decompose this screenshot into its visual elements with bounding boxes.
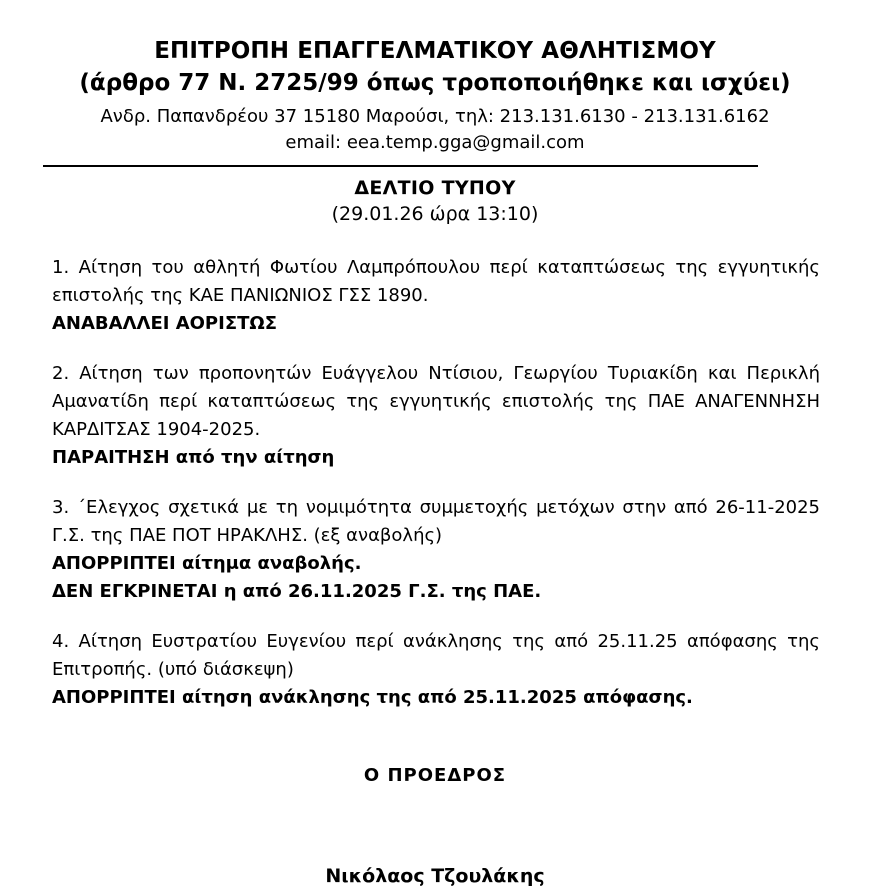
agenda-item-decision: ΑΝΑΒΑΛΛΕΙ ΑΟΡΙΣΤΩΣ — [52, 313, 277, 334]
agenda-item-description: 1. Αίτηση του αθλητή Φωτίου Λαμπρόπουλου περί καταπτώσεως της εγγυητικής επιστολής της ΚΑΕ ΠΑΝΙΩΝΙΟΣ ΓΣΣ 1890. — [52, 257, 820, 306]
agenda-item-decision-secondary: ΔΕΝ ΕΓΚΡΙΝΕΤΑΙ η από 26.11.2025 Γ.Σ. της ΠΑΕ. — [52, 581, 542, 602]
organization-title: ΕΠΙΤΡΟΠΗ ΕΠΑΓΓΕΛΜΑΤΙΚΟΥ ΑΘΛΗΤΙΣΜΟΥ — [154, 38, 716, 64]
signature-space — [0, 790, 870, 862]
organization-legal-reference: (άρθρο 77 Ν. 2725/99 όπως τροποποιήθηκε και ισχύει) — [79, 70, 791, 96]
agenda-item-description: 4. Αίτηση Ευστρατίου Ευγενίου περί ανάκλησης της από 25.11.25 απόφασης της Επιτροπής. (υπό διάσκεψη) — [52, 631, 820, 680]
signatory-role: Ο ΠΡΟΕΔΡΟΣ — [363, 765, 507, 786]
agenda-item — [52, 494, 820, 606]
letterhead — [0, 0, 870, 156]
organization-email: email: eea.temp.gga@gmail.com — [285, 132, 585, 153]
agenda-items-list — [52, 228, 820, 712]
signature-block — [0, 734, 870, 890]
document-title: ΔΕΛΤΙΟ ΤΥΠΟΥ — [354, 177, 516, 199]
document-title-block — [0, 167, 870, 228]
organization-address-and-phone: Ανδρ. Παπανδρέου 37 15180 Μαρούσι, τηλ: 213.131.6130 - 213.131.6162 — [100, 106, 770, 127]
document-datetime: (29.01.26 ώρα 13:10) — [331, 203, 539, 225]
agenda-item — [52, 254, 820, 338]
agenda-item — [52, 360, 820, 472]
agenda-item — [52, 628, 820, 712]
agenda-item-decision: ΠΑΡΑΙΤΗΣΗ από την αίτηση — [52, 447, 335, 468]
agenda-item-description: 3. ΄Ελεγχος σχετικά με τη νομιμότητα συμμετοχής μετόχων στην από 26-11-2025 Γ.Σ. της ΠΑΕ ΠΟΤ ΗΡΑΚΛΗΣ. (εξ αναβολής) — [52, 497, 820, 546]
agenda-item-decision: ΑΠΟΡΡΙΠΤΕΙ αίτημα αναβολής. — [52, 553, 362, 574]
agenda-item-decision: ΑΠΟΡΡΙΠΤΕΙ αίτηση ανάκλησης της από 25.11.2025 απόφασης. — [52, 687, 693, 708]
agenda-item-description: 2. Αίτηση των προπονητών Ευάγγελου Ντίσιου, Γεωργίου Τυριακίδη και Περικλή Αμανατίδη περί καταπτώσεως της εγγυητικής επιστολής της ΠΑΕ ΑΝΑΓΕΝΝΗΣΗ ΚΑΡΔΙΤΣΑΣ 1904-2025. — [52, 363, 820, 440]
signatory-name: Νικόλαος Τζουλάκης — [325, 865, 545, 887]
